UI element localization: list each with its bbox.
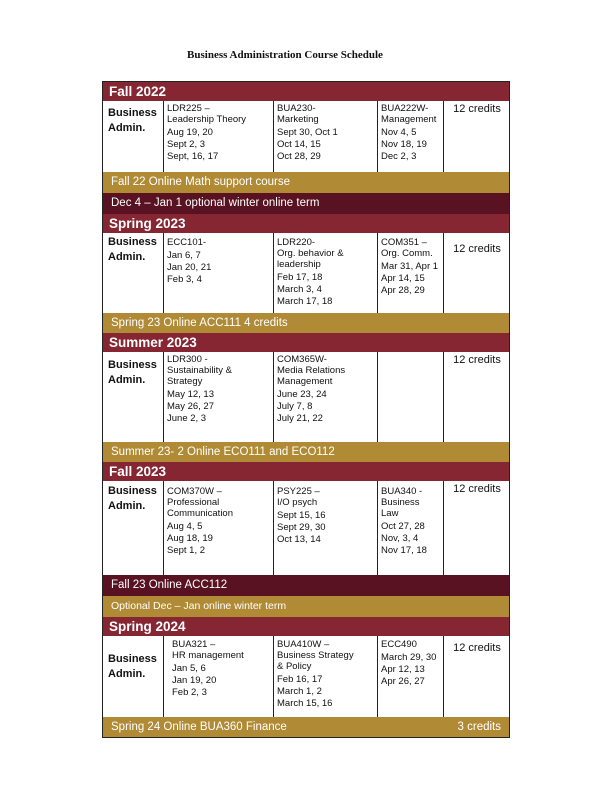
online-note: Fall 22 Online Math support course: [103, 172, 509, 193]
course-date: June 23, 24: [277, 389, 327, 400]
online-note: Summer 23- 2 Online ECO111 and ECO112: [103, 442, 509, 462]
credits-cell: 12 credits: [453, 483, 501, 495]
course-date: Feb 16, 17: [277, 674, 323, 685]
course-name: LDR225 –: [167, 103, 210, 114]
online-note: Dec 4 – Jan 1 optional winter online term: [103, 193, 509, 214]
course-date: Nov, 3, 4: [381, 533, 419, 544]
course-name: BUA230-: [277, 103, 316, 114]
course-date: Sept 30, Oct 1: [277, 127, 338, 138]
online-note: Optional Dec – Jan online winter term: [103, 596, 509, 617]
course-cell: [274, 636, 378, 717]
course-name: Org. Comm.: [381, 248, 433, 259]
term-row-spring-2023: [103, 233, 509, 315]
course-name: HR management: [172, 650, 244, 661]
course-name: LDR220-: [277, 237, 316, 248]
course-cell: [378, 101, 444, 180]
course-name: Business: [381, 497, 420, 508]
program-cell: [103, 233, 164, 315]
course-cell: [274, 352, 378, 442]
course-name: Leadership Theory: [167, 114, 247, 125]
online-note-text: Spring 24 Online BUA360 Finance: [111, 721, 287, 733]
course-name: ECC490: [381, 639, 417, 650]
course-date: Feb 2, 3: [172, 687, 207, 698]
course-date: March 1, 2: [277, 686, 322, 697]
program-cell: [103, 636, 164, 717]
term-header-spring-2024: Spring 2024: [103, 617, 509, 636]
course-date: March 29, 30: [381, 652, 437, 663]
empty-course-cell: [378, 352, 444, 442]
course-date: Apr 12, 13: [381, 664, 425, 675]
course-name: Management: [277, 376, 333, 387]
term-header-fall-2022: Fall 2022: [103, 82, 509, 101]
course-cell: [378, 233, 444, 315]
course-name: PSY225 –: [277, 486, 320, 497]
credits-cell: 12 credits: [453, 642, 501, 654]
course-date: July 7, 8: [277, 401, 313, 412]
term-row-fall-2022: [103, 101, 509, 180]
program-cell: [103, 101, 164, 180]
course-date: Oct 28, 29: [277, 151, 321, 162]
course-name: Professional: [167, 497, 220, 508]
course-date: June 2, 3: [167, 413, 207, 424]
credits-cell: 12 credits: [453, 243, 501, 255]
program-label: Business Admin.: [108, 359, 157, 386]
course-date: Nov 4, 5: [381, 127, 417, 138]
program-cell: [103, 352, 164, 442]
course-cell: [164, 636, 274, 717]
online-note-credits: 3 credits: [457, 721, 501, 733]
term-header-summer-2023: Summer 2023: [103, 333, 509, 352]
course-cell: [274, 481, 378, 575]
course-date: Jan 5, 6: [172, 663, 206, 674]
course-date: Oct 14, 15: [277, 139, 321, 150]
course-date: Sept 15, 16: [277, 510, 326, 521]
course-name: Org. behavior &: [277, 248, 344, 259]
course-name: leadership: [277, 259, 321, 270]
course-name: Business Strategy: [277, 650, 354, 661]
page-title: Business Administration Course Schedule: [187, 49, 383, 61]
program-label: Business Admin.: [108, 485, 157, 512]
course-date: Sept 1, 2: [167, 545, 206, 556]
course-date: Oct 13, 14: [277, 534, 321, 545]
course-date: May 26, 27: [167, 401, 214, 412]
course-name: Management: [381, 114, 437, 125]
course-date: Apr 26, 27: [381, 676, 425, 687]
course-cell: [164, 352, 274, 442]
course-date: Aug 4, 5: [167, 521, 203, 532]
course-cell: [164, 481, 274, 575]
course-cell: [378, 481, 444, 575]
course-date: March 17, 18: [277, 296, 333, 307]
course-date: Feb 3, 4: [167, 274, 202, 285]
term-row-spring-2024: [103, 636, 509, 717]
course-name: COM370W –: [167, 486, 222, 497]
course-date: Sept, 16, 17: [167, 151, 219, 162]
course-name: I/O psych: [277, 497, 318, 508]
term-header-spring-2023: Spring 2023: [103, 214, 509, 233]
course-date: March 3, 4: [277, 284, 322, 295]
course-date: Nov 17, 18: [381, 545, 427, 556]
course-name: Media Relations: [277, 365, 346, 376]
course-date: Apr 14, 15: [381, 273, 425, 284]
term-row-fall-2023: [103, 481, 509, 575]
course-name: BUA222W-: [381, 103, 429, 114]
course-date: Feb 17, 18: [277, 272, 323, 283]
course-cell: [164, 101, 274, 180]
program-label: Business Admin.: [108, 653, 157, 680]
program-label: Business Admin.: [108, 107, 157, 134]
course-date: Oct 27, 28: [381, 521, 425, 532]
credits-cell: 12 credits: [453, 103, 501, 115]
online-note: Fall 23 Online ACC112: [103, 575, 509, 596]
course-name: Sustainability &: [167, 365, 232, 376]
course-date: Apr 28, 29: [381, 285, 425, 296]
course-date: Nov 18, 19: [381, 139, 427, 150]
program-cell: [103, 481, 164, 575]
course-cell: [274, 101, 378, 180]
program-label: Business Admin.: [108, 236, 157, 263]
course-name: LDR300 -: [167, 354, 208, 365]
course-name: COM351 –: [381, 237, 427, 248]
course-name: & Policy: [277, 661, 312, 672]
course-date: May 12, 13: [167, 389, 214, 400]
course-date: July 21, 22: [277, 413, 323, 424]
course-date: Jan 20, 21: [167, 262, 212, 273]
course-name: BUA340 -: [381, 486, 423, 497]
online-note: Spring 23 Online ACC111 4 credits: [103, 313, 509, 333]
course-name: BUA321 –: [172, 639, 216, 650]
course-name: COM365W-: [277, 354, 327, 365]
course-date: Mar 31, Apr 1: [381, 261, 439, 272]
course-date: Sept 29, 30: [277, 522, 326, 533]
course-date: Aug 18, 19: [167, 533, 213, 544]
online-note: [103, 717, 509, 737]
course-name: Law: [381, 508, 399, 519]
course-date: Sept 2, 3: [167, 139, 206, 150]
course-name: ECC101-: [167, 237, 207, 248]
course-cell: [378, 636, 444, 717]
course-date: Jan 6, 7: [167, 250, 201, 261]
course-name: Marketing: [277, 114, 319, 125]
course-date: Jan 19, 20: [172, 675, 217, 686]
course-date: Aug 19, 20: [167, 127, 213, 138]
course-date: Dec 2, 3: [381, 151, 417, 162]
course-name: Communication: [167, 508, 233, 519]
credits-cell: 12 credits: [453, 354, 501, 366]
course-cell: [274, 233, 378, 315]
course-name: Strategy: [167, 376, 203, 387]
course-cell: [164, 233, 274, 315]
course-name: BUA410W –: [277, 639, 330, 650]
schedule-table: [102, 81, 510, 738]
course-date: March 15, 16: [277, 698, 333, 709]
term-row-summer-2023: [103, 352, 509, 442]
term-header-fall-2023: Fall 2023: [103, 462, 509, 481]
